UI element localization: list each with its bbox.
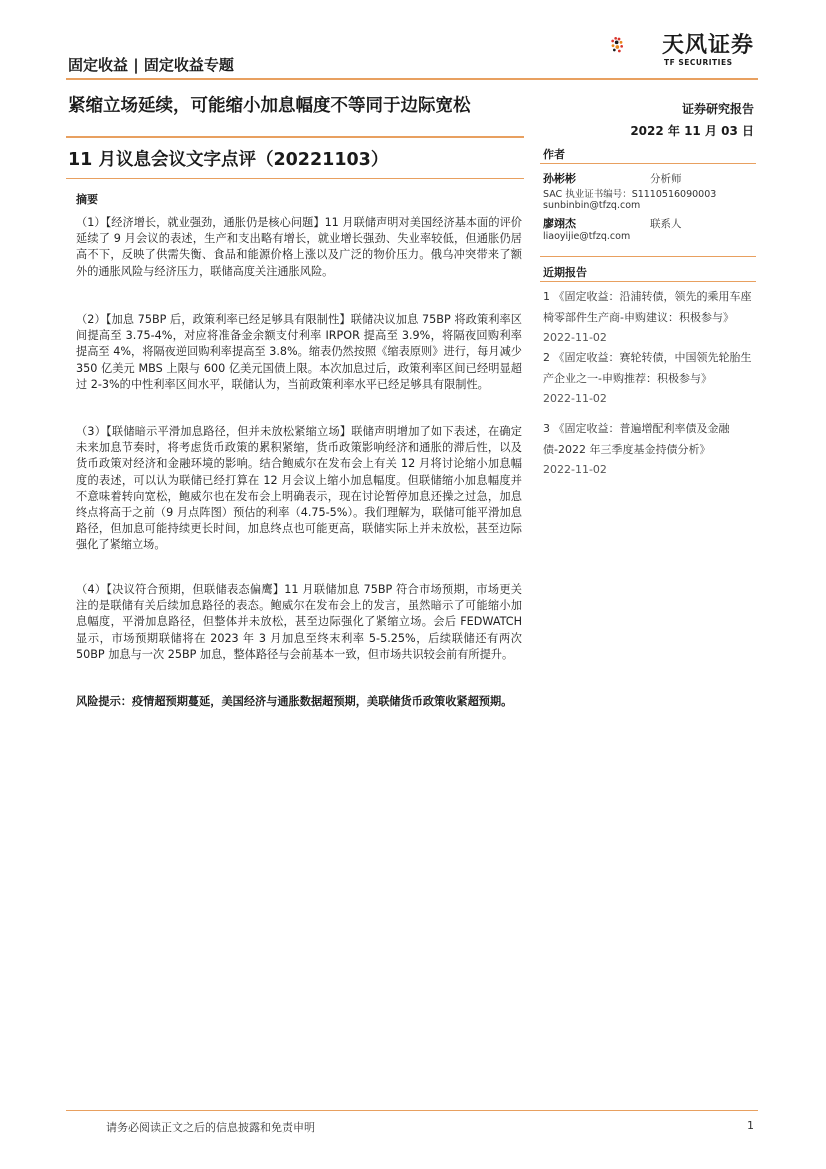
- author-cert: SAC 执业证书编号：S1110516090003: [543, 189, 717, 200]
- recent-report-title[interactable]: 3 《固定收益：普遍增配利率债及金融债-2022 年三季度基金持债分析》: [543, 422, 730, 456]
- recent-reports-rule: [540, 281, 756, 282]
- title-rule: [66, 136, 524, 138]
- logo-text-cn: 天风证券: [662, 33, 755, 58]
- paragraph-text: （4）【决议符合预期，但联储表态偏鹰】11 月联储加息 75BP 符合市场预期，市场更关注的是联储有关后续加息路径的表态。鲍威尔在发布会上的发言，虽然暗示了可能缩小加息幅度，平滑加息路径，但整体并未放松，甚至边际强化了紧缩立场。会后 FEDWATCH 显示，市场预期联储将在 2023 年 3 月加息至终末利率 5-5.25%，后续联储还有两次 50BP 加息与一次 25BP 加息，整体路径与会前基本一致，但市场共识较会前有所提升。: [76, 583, 522, 661]
- page-number: 1: [747, 1119, 754, 1132]
- recent-report-date: 2022-11-02: [543, 331, 607, 344]
- tf-securities-logo: [610, 20, 660, 70]
- report-subtitle: 11 月议息会议文字点评（20221103）: [68, 150, 389, 170]
- recent-top-rule: [540, 256, 756, 257]
- abstract-paragraph: [76, 312, 522, 393]
- paragraph-text: （2）【加息 75BP 后，政策利率已经足够具有限制性】联储决议加息 75BP 将政策利率区间提高至 3.75-4%，对应将准备金余额支付利率 IRPOR 提高至 3.9%，将隔夜回购利率提高至 4%，将隔夜逆回购利率提高至 3.8%。缩表仍然按照《缩表原则》进行，每月减少 350 亿美元 MBS 上限与 600 亿美元国债上限。本次加息过后，政策利率区间已经明显超过 2-3%的中性利率区间水平，联储认为，当前政策利率水平已经足够具有限制性。: [76, 313, 522, 391]
- author-email[interactable]: sunbinbin@tfzq.com: [543, 200, 641, 211]
- recent-report-title[interactable]: 1 《固定收益：沿浦转债，领先的乘用车座椅零部件生产商-申购建议：积极参与》: [543, 290, 752, 324]
- abstract-paragraph: [76, 424, 522, 554]
- recent-report-item[interactable]: [543, 419, 759, 481]
- report-date: 2022 年 11 月 03 日: [630, 124, 754, 138]
- report-category: 固定收益 | 固定收益专题: [68, 56, 234, 74]
- authors-rule: [540, 163, 756, 164]
- author-email[interactable]: liaoyijie@tfzq.com: [543, 231, 631, 242]
- recent-report-date: 2022-11-02: [543, 392, 607, 405]
- recent-report-item[interactable]: [543, 287, 759, 349]
- recent-report-date: 2022-11-02: [543, 463, 607, 476]
- abstract-paragraph: [76, 582, 522, 663]
- disclaimer-note: 请务必阅读正文之后的信息披露和免责申明: [106, 1121, 315, 1134]
- abstract-heading: 摘要: [76, 193, 98, 206]
- author-role: 联系人: [650, 218, 682, 230]
- report-type: 证券研究报告: [681, 102, 754, 116]
- recent-report-title[interactable]: 2 《固定收益：赛轮转债，中国领先轮胎生产企业之一-申购推荐：积极参与》: [543, 351, 752, 385]
- subtitle-rule: [66, 178, 524, 179]
- recent-reports-heading: 近期报告: [543, 266, 587, 279]
- paragraph-text: （3）【联储暗示平滑加息路径，但并未放松紧缩立场】联储声明增加了如下表述，在确定未来加息节奏时，将考虑货币政策的累积紧缩，货币政策影响经济和通胀的滞后性，以及货币政策对经济和金融环境的影响。结合鲍威尔在发布会上有关 12 月将讨论缩小加息幅度的表述，可以认为联储已经打算在 12 月会议上缩小加息幅度。但联储缩小加息幅度并不意味着转向宽松，鲍威尔也在发布会上明确表示，现在讨论暂停加息还操之过急，加息终点将高于之前（9 月点阵图）预估的利率（4.75-5%）。我们理解为，联储可能平滑加息路径，但加息可能持续更长时间，加息终点也可能更高，联储实际上并未放松，甚至边际强化了紧缩立场。: [76, 425, 522, 552]
- header-rule: [66, 78, 758, 80]
- recent-report-item[interactable]: [543, 348, 759, 410]
- report-title: 紧缩立场延续，可能缩小加息幅度不等同于边际宽松: [68, 96, 471, 116]
- author-name: 孙彬彬: [543, 172, 576, 185]
- paragraph-text: （1）【经济增长，就业强劲，通胀仍是核心问题】11 月联储声明对美国经济基本面的评价延续了 9 月会议的表述，生产和支出略有增长，就业增长强劲、失业率较低，但通胀仍居高不下，反映了供需失衡、食品和能源价格上涨以及广泛的物价压力。俄乌冲突带来了额外的通胀风险与经济压力，联储高度关注通胀风险。: [76, 216, 522, 278]
- author-role: 分析师: [650, 173, 682, 185]
- footer-rule: [66, 1110, 758, 1111]
- logo-text-en: TF SECURITIES: [664, 58, 733, 67]
- author-name: 廖翊杰: [543, 217, 576, 230]
- authors-heading: 作者: [543, 148, 565, 161]
- abstract-paragraph: [76, 215, 522, 280]
- risk-warning: 风险提示：疫情超预期蔓延，美国经济与通胀数据超预期，美联储货币政策收紧超预期。: [76, 695, 513, 708]
